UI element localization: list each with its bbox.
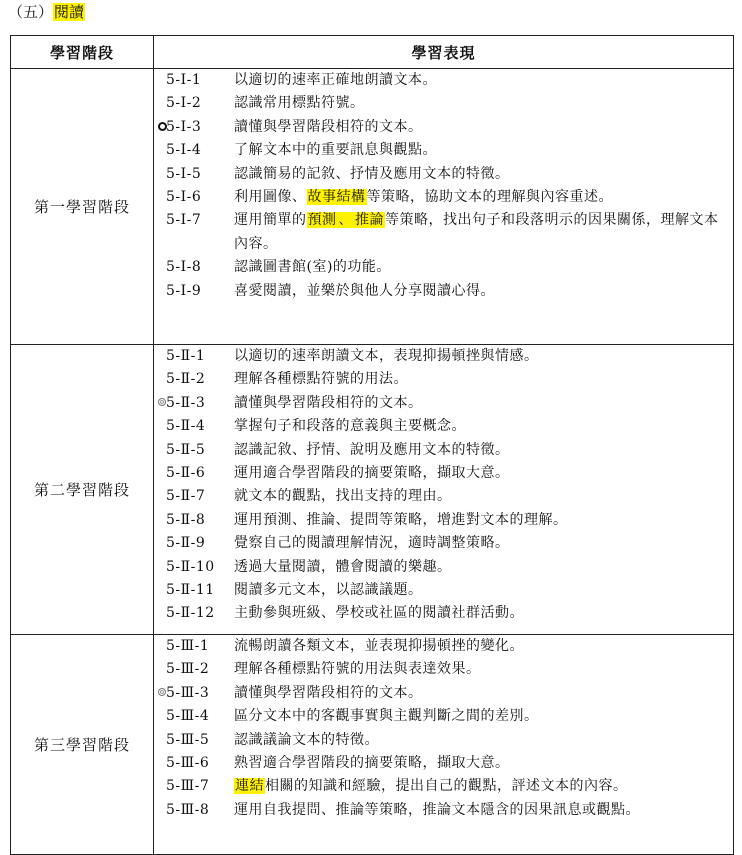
item-code: 5-Ⅲ-2 [166, 661, 210, 678]
list-item [154, 635, 733, 658]
item-text [234, 775, 733, 798]
item-text: 流暢朗讀各類文本，並表現抑揚頓挫的變化。 [234, 638, 524, 654]
item-code: 5-Ⅲ-7 [166, 778, 210, 795]
item-code: 5-Ⅱ-7 [166, 488, 206, 505]
list-item [154, 163, 733, 186]
list-item [154, 485, 733, 508]
list-item [154, 705, 733, 728]
item-code: 5-Ⅱ-10 [166, 558, 215, 575]
item-code: 5-Ⅱ-2 [166, 371, 206, 388]
section-number: （五） [8, 3, 54, 21]
list-item [154, 280, 733, 303]
list-item [154, 509, 733, 532]
item-code: 5-Ⅰ-4 [166, 142, 202, 159]
list-item [154, 602, 733, 625]
item-code: 5-Ⅱ-3 [166, 394, 206, 411]
item-code: 5-Ⅱ-11 [166, 582, 215, 599]
item-text: 認識記敘、抒情、說明及應用文本的特徵。 [234, 441, 510, 458]
text-segment: 運用簡單的 [234, 212, 307, 229]
item-text: 透過大量閱讀，體會閱讀的樂趣。 [234, 558, 452, 575]
list-item [154, 209, 733, 256]
stage-row [11, 635, 734, 855]
item-text [234, 186, 733, 209]
item-code: 5-Ⅱ-5 [166, 441, 206, 458]
stage-name: 第三學習階段 [11, 635, 154, 855]
item-text: 以適切的速率正確地朗讀文本。 [234, 72, 437, 88]
double-circle-icon [158, 688, 166, 696]
item-text: 熟習適合學習階段的摘要策略，擷取大意。 [234, 755, 510, 772]
item-text: 以適切的速率朗讀文本，表現抑揚頓挫與情感。 [234, 348, 539, 364]
list-item [154, 579, 733, 602]
item-code: 5-Ⅲ-5 [166, 731, 210, 748]
item-code: 5-Ⅰ-3 [166, 118, 202, 135]
item-text: 運用預測、推論、提問等策略，增進對文本的理解。 [234, 511, 568, 528]
list-item [154, 658, 733, 681]
double-circle-icon [158, 398, 166, 406]
item-code: 5-Ⅱ-4 [166, 418, 206, 435]
list-item [154, 69, 733, 92]
stage-name: 第二學習階段 [11, 345, 154, 635]
item-text: 讀懂與學習階段相符的文本。 [234, 118, 423, 135]
item-text: 區分文本中的客觀事實與主觀判斷之間的差別。 [234, 708, 539, 725]
highlighted-term: 故事結構 [307, 189, 366, 206]
stage-items [154, 345, 734, 635]
item-code: 5-Ⅰ-9 [166, 282, 202, 299]
highlighted-term: 推論 [355, 212, 384, 229]
item-code: 5-Ⅰ-2 [166, 95, 202, 112]
list-item [154, 775, 733, 798]
bullet-icon [158, 122, 167, 131]
highlighted-term: 預測 [307, 212, 337, 229]
list-item [154, 92, 733, 115]
section-heading [8, 2, 85, 22]
item-code: 5-Ⅲ-3 [166, 684, 210, 701]
header-performance: 學習表現 [154, 36, 734, 69]
stage-name: 第一學習階段 [11, 69, 154, 345]
item-code: 5-Ⅲ-1 [166, 638, 210, 654]
list-item [154, 256, 733, 279]
item-text: 喜愛閱讀，並樂於與他人分享閱讀心得。 [234, 282, 495, 299]
learning-performance-table [10, 35, 734, 855]
item-text [234, 209, 733, 256]
list-item [154, 116, 733, 139]
item-code: 5-Ⅰ-5 [166, 165, 202, 182]
item-text: 閱讀多元文本，以認識議題。 [234, 582, 423, 599]
item-text: 讀懂與學習階段相符的文本。 [234, 684, 423, 701]
text-segment: 等策略，找出句子和段落明示的因果關係，理解文本內容。 [234, 212, 719, 252]
stage-items [154, 635, 734, 855]
highlighted-term: 、 [338, 212, 353, 229]
stage-row [11, 69, 734, 345]
header-stage: 學習階段 [11, 36, 154, 69]
item-code: 5-Ⅲ-4 [166, 708, 210, 725]
item-text: 了解文本中的重要訊息與觀點。 [234, 142, 437, 159]
list-item [154, 752, 733, 775]
list-item [154, 415, 733, 438]
text-segment: 相關的知識和經驗，提出自己的觀點，評述文本的內容。 [265, 778, 628, 795]
item-code: 5-Ⅱ-6 [166, 465, 206, 482]
highlighted-term: 連結 [235, 778, 264, 795]
item-text: 認識圖書館(室)的功能。 [234, 259, 391, 276]
stage-items [154, 69, 734, 345]
item-text: 運用適合學習階段的摘要策略，擷取大意。 [234, 465, 510, 482]
item-code: 5-Ⅱ-8 [166, 511, 206, 528]
item-text: 主動參與班級、學校或社區的閱讀社群活動。 [234, 605, 524, 622]
text-segment: 利用圖像、 [234, 189, 307, 206]
item-code: 5-Ⅰ-8 [166, 259, 202, 276]
list-item [154, 186, 733, 209]
item-text: 理解各種標點符號的用法與表達效果。 [234, 661, 481, 678]
item-text: 認識議論文本的特徵。 [234, 731, 379, 748]
item-text: 掌握句子和段落的意義與主要概念。 [234, 418, 466, 435]
text-segment: 等策略，協助文本的理解與內容重述。 [366, 189, 613, 206]
item-code: 5-Ⅰ-1 [166, 72, 202, 88]
item-code: 5-Ⅰ-6 [166, 189, 202, 206]
list-item [154, 345, 733, 368]
section-title: 閱讀 [54, 3, 85, 21]
item-code: 5-Ⅲ-8 [166, 801, 210, 818]
item-code: 5-Ⅱ-9 [166, 535, 206, 552]
list-item [154, 368, 733, 391]
list-item [154, 462, 733, 485]
list-item [154, 139, 733, 162]
list-item [154, 799, 733, 822]
item-code: 5-Ⅰ-7 [166, 212, 202, 229]
item-code: 5-Ⅱ-12 [166, 605, 215, 622]
item-text: 認識簡易的記敘、抒情及應用文本的特徵。 [234, 165, 510, 182]
table-header-row [11, 36, 734, 69]
stage-row [11, 345, 734, 635]
list-item [154, 729, 733, 752]
item-text: 認識常用標點符號。 [234, 95, 365, 112]
item-code: 5-Ⅲ-6 [166, 755, 210, 772]
list-item [154, 439, 733, 462]
list-item [154, 532, 733, 555]
item-text: 就文本的觀點，找出支持的理由。 [234, 488, 452, 505]
list-item [154, 682, 733, 705]
item-text: 理解各種標點符號的用法。 [234, 371, 408, 388]
item-text: 讀懂與學習階段相符的文本。 [234, 394, 423, 411]
item-text: 覺察自己的閱讀理解情況，適時調整策略。 [234, 535, 510, 552]
item-code: 5-Ⅱ-1 [166, 348, 206, 364]
list-item [154, 392, 733, 415]
item-text: 運用自我提問、推論等策略，推論文本隱含的因果訊息或觀點。 [234, 801, 640, 818]
list-item [154, 556, 733, 579]
